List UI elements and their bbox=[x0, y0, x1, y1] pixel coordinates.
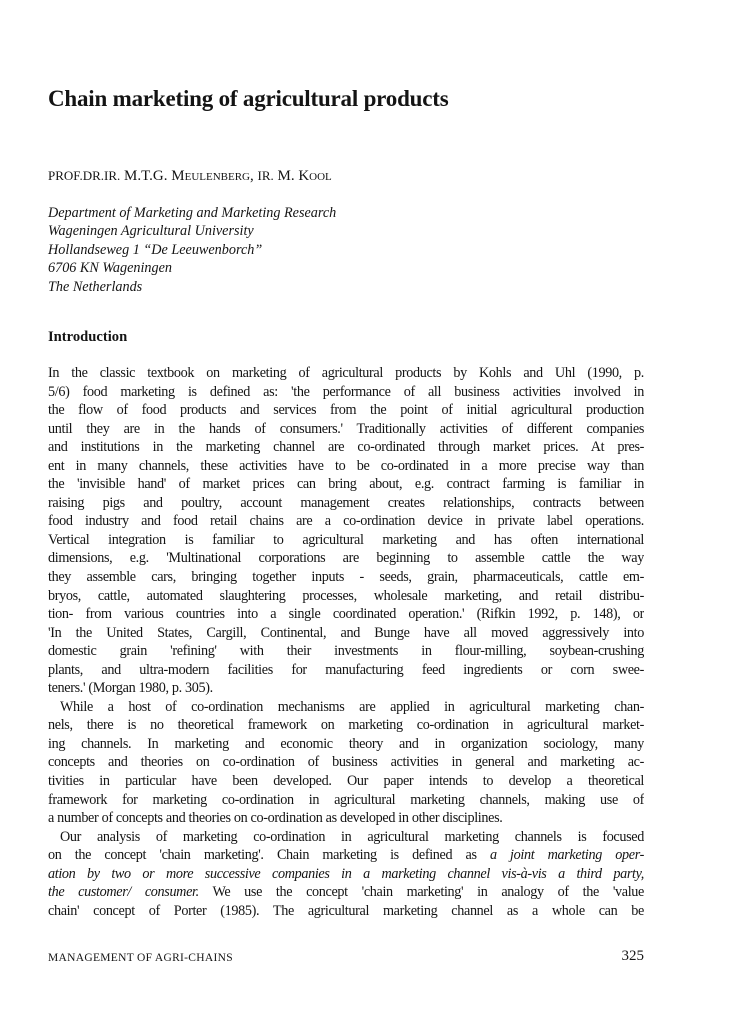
affiliation-block bbox=[48, 204, 336, 296]
body-line: bryos, cattle, automated slaughtering processes, wholesale marketing, and retail distribu- bbox=[48, 587, 644, 604]
body-line: food industry and food retail chains are a co-ordination device in private label operations. bbox=[48, 513, 644, 530]
body-fragment-italic: the customer/ consumer. bbox=[48, 884, 199, 901]
affiliation-line: Department of Marketing and Marketing Research bbox=[48, 205, 337, 221]
body-line: ent in many channels, these activities have to be co-ordinated in a more precise way than bbox=[48, 457, 644, 474]
body-line: 5/6) food marketing is defined as: 'the performance of all business activities involved in bbox=[48, 383, 644, 400]
body-line-italic: ation by two or more successive companies in a marketing channel vis-à-vis a third party, bbox=[48, 865, 644, 882]
body-line: and institutions in the marketing channel are co-ordinated through market prices. At pres- bbox=[48, 439, 644, 456]
author-2-title: IR. bbox=[257, 168, 274, 183]
body-line: In the classic textbook on marketing of agricultural products by Kohls and Uhl (1990, p. bbox=[48, 365, 644, 381]
running-footer-journal bbox=[48, 952, 233, 964]
article-title: Chain marketing of agricultural products bbox=[48, 86, 449, 111]
document-page bbox=[48, 0, 644, 1018]
body-fragment-italic: a joint marketing oper- bbox=[489, 847, 644, 864]
body-line: tion- from various countries into a single coordinated operation.' (Rifkin 1992, p. 148), or bbox=[48, 606, 644, 623]
body-line: framework for marketing co-ordination in agricultural marketing channels, making use of bbox=[48, 791, 644, 808]
affiliation-line: Hollandseweg 1 “De Leeuwenborch” bbox=[48, 241, 263, 258]
body-line: a number of concepts and theories on co-ordination as developed in other disciplines. bbox=[48, 810, 503, 827]
body-line: concepts and theories on co-ordination of business activities in general and marketing ac- bbox=[48, 754, 644, 771]
body-line: 'In the United States, Cargill, Continental, and Bunge have all moved aggressively into bbox=[48, 624, 644, 641]
body-line: Vertical integration is familiar to agricultural marketing and has often international bbox=[48, 531, 644, 548]
body-text bbox=[48, 364, 644, 920]
body-fragment: on the concept 'chain marketing'. Chain marketing is defined as bbox=[48, 847, 477, 864]
body-line: plants, and ultra-modern facilities for manufacturing feed ingredients or corn swee- bbox=[48, 661, 644, 678]
affiliation-line: Wageningen Agricultural University bbox=[48, 223, 254, 240]
body-line-definition-start bbox=[48, 846, 644, 865]
body-line: chain' concept of Porter (1985). The agricultural marketing channel as a whole can be bbox=[48, 902, 644, 919]
body-line: the 'invisible hand' of market prices can bring about, e.g. contract farming is familiar in bbox=[48, 476, 644, 493]
body-line: until they are in the hands of consumers.' Traditionally activities of different companies bbox=[48, 420, 644, 437]
body-line: teners.' (Morgan 1980, p. 305). bbox=[48, 680, 213, 697]
affiliation-line: The Netherlands bbox=[48, 278, 143, 295]
body-line-definition-end bbox=[48, 883, 644, 902]
author-1-name: M.T.G. Meulenberg, bbox=[124, 168, 254, 184]
body-line: ing channels. In marketing and economic theory and in organization sociology, many bbox=[48, 735, 644, 752]
body-line: dimensions, e.g. 'Multinational corporations are beginning to assemble cattle the way bbox=[48, 550, 644, 567]
author-line bbox=[48, 168, 332, 185]
journal-name: MANAGEMENT OF AGRI-CHAINS bbox=[48, 952, 233, 964]
section-heading-introduction: Introduction bbox=[48, 329, 128, 345]
body-line: raising pigs and poultry, account management creates relationships, contracts between bbox=[48, 494, 644, 511]
affiliation-line: 6706 KN Wageningen bbox=[48, 260, 173, 277]
page-number: 325 bbox=[621, 948, 644, 964]
body-line: domestic grain 'refining' with their investments in flour-milling, soybean-crushing bbox=[48, 643, 644, 660]
author-1-title: PROF.DR.IR. bbox=[48, 168, 121, 183]
body-line: Our analysis of marketing co-ordination in agricultural marketing channels is focused bbox=[60, 828, 644, 845]
body-fragment: We use the concept 'chain marketing' in analogy of the 'value bbox=[212, 884, 644, 901]
body-line: tivities in particular have been developed. Our paper intends to develop a theoretical bbox=[48, 773, 644, 790]
author-2-name: M. Kool bbox=[277, 168, 332, 184]
body-line: the flow of food products and services from the point of initial agricultural production bbox=[48, 402, 644, 419]
body-line: they assemble cars, bringing together inputs - seeds, grain, pharmaceuticals, cattle em- bbox=[48, 569, 644, 586]
body-line: While a host of co-ordination mechanisms are applied in agricultural marketing chan- bbox=[60, 698, 644, 715]
body-line: nels, there is no theoretical framework on marketing co-ordination in agricultural market- bbox=[48, 717, 644, 734]
